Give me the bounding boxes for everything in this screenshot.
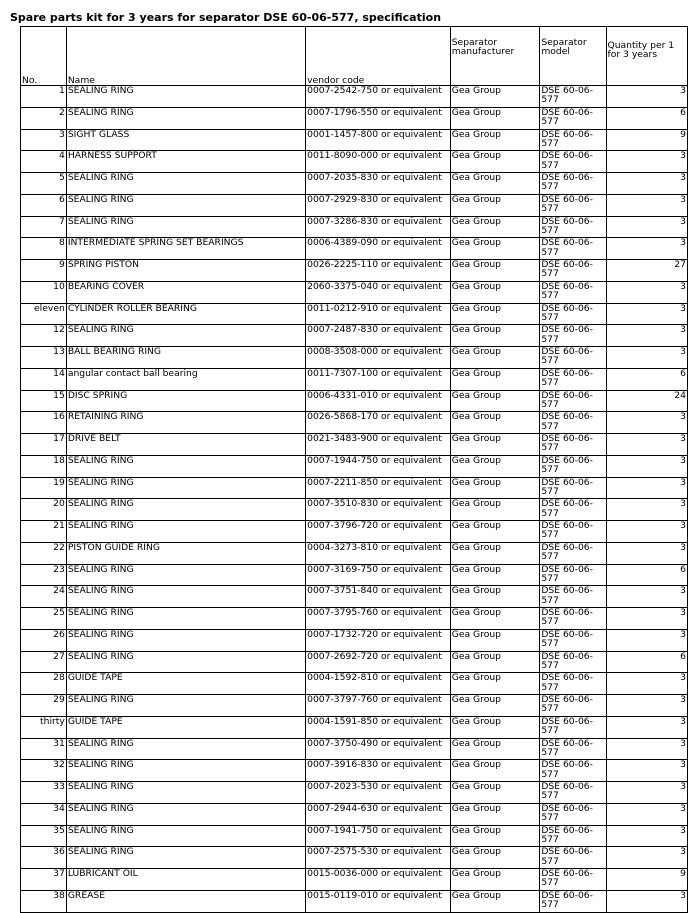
table-row <box>21 260 688 282</box>
cell-no: thirty <box>21 716 67 738</box>
table-row <box>21 325 688 347</box>
cell-no: 8 <box>21 238 67 260</box>
cell-vendor-code: 0026-2225-110 or equivalent <box>306 260 451 282</box>
cell-name: SEALING RING <box>66 107 305 129</box>
cell-name: BALL BEARING RING <box>66 347 305 369</box>
cell-quantity: 3 <box>606 608 688 630</box>
cell-manufacturer: Gea Group <box>450 521 540 543</box>
cell-manufacturer: Gea Group <box>450 651 540 673</box>
cell-manufacturer: Gea Group <box>450 542 540 564</box>
cell-no: 35 <box>21 825 67 847</box>
cell-name: SEALING RING <box>66 651 305 673</box>
cell-model: DSE 60-06-577 <box>540 760 606 782</box>
cell-manufacturer: Gea Group <box>450 629 540 651</box>
cell-model: DSE 60-06-577 <box>540 564 606 586</box>
cell-manufacturer: Gea Group <box>450 825 540 847</box>
cell-vendor-code: 0011-0212-910 or equivalent <box>306 303 451 325</box>
table-row <box>21 825 688 847</box>
cell-manufacturer: Gea Group <box>450 586 540 608</box>
cell-no: 23 <box>21 564 67 586</box>
cell-manufacturer: Gea Group <box>450 847 540 869</box>
cell-vendor-code: 0015-0036-000 or equivalent <box>306 869 451 891</box>
cell-quantity: 3 <box>606 477 688 499</box>
table-body <box>21 86 688 913</box>
cell-name: RETAINING RING <box>66 412 305 434</box>
cell-no: 25 <box>21 608 67 630</box>
cell-no: 13 <box>21 347 67 369</box>
cell-vendor-code: 2060-3375-040 or equivalent <box>306 281 451 303</box>
cell-quantity: 3 <box>606 760 688 782</box>
cell-manufacturer: Gea Group <box>450 303 540 325</box>
cell-model: DSE 60-06-577 <box>540 542 606 564</box>
cell-model: DSE 60-06-577 <box>540 129 606 151</box>
cell-model: DSE 60-06-577 <box>540 825 606 847</box>
cell-name: SEALING RING <box>66 586 305 608</box>
cell-name: SEALING RING <box>66 782 305 804</box>
cell-name: SEALING RING <box>66 325 305 347</box>
cell-no: 37 <box>21 869 67 891</box>
cell-vendor-code: 0007-3796-720 or equivalent <box>306 521 451 543</box>
cell-quantity: 3 <box>606 194 688 216</box>
cell-model: DSE 60-06-577 <box>540 238 606 260</box>
cell-vendor-code: 0007-3510-830 or equivalent <box>306 499 451 521</box>
cell-no: 36 <box>21 847 67 869</box>
cell-manufacturer: Gea Group <box>450 716 540 738</box>
cell-manufacturer: Gea Group <box>450 107 540 129</box>
cell-vendor-code: 0007-3286-830 or equivalent <box>306 216 451 238</box>
cell-manufacturer: Gea Group <box>450 434 540 456</box>
cell-name: SEALING RING <box>66 86 305 108</box>
cell-name: SEALING RING <box>66 803 305 825</box>
table-row <box>21 803 688 825</box>
cell-name: SEALING RING <box>66 825 305 847</box>
cell-quantity: 3 <box>606 499 688 521</box>
table-row <box>21 412 688 434</box>
table-row <box>21 86 688 108</box>
cell-model: DSE 60-06-577 <box>540 434 606 456</box>
cell-quantity: 3 <box>606 782 688 804</box>
table-row <box>21 890 688 912</box>
cell-quantity: 3 <box>606 825 688 847</box>
cell-vendor-code: 0001-1457-800 or equivalent <box>306 129 451 151</box>
cell-quantity: 3 <box>606 281 688 303</box>
table-row <box>21 651 688 673</box>
cell-name: PISTON GUIDE RING <box>66 542 305 564</box>
cell-vendor-code: 0007-2023-530 or equivalent <box>306 782 451 804</box>
cell-vendor-code: 0007-1796-550 or equivalent <box>306 107 451 129</box>
cell-quantity: 27 <box>606 260 688 282</box>
cell-name: SEALING RING <box>66 564 305 586</box>
cell-manufacturer: Gea Group <box>450 129 540 151</box>
table-row <box>21 521 688 543</box>
cell-quantity: 3 <box>606 347 688 369</box>
cell-quantity: 9 <box>606 869 688 891</box>
cell-quantity: 3 <box>606 586 688 608</box>
cell-manufacturer: Gea Group <box>450 890 540 912</box>
cell-vendor-code: 0007-2575-530 or equivalent <box>306 847 451 869</box>
cell-no: 18 <box>21 455 67 477</box>
table-row <box>21 586 688 608</box>
cell-quantity: 6 <box>606 368 688 390</box>
cell-quantity: 3 <box>606 434 688 456</box>
cell-model: DSE 60-06-577 <box>540 673 606 695</box>
cell-manufacturer: Gea Group <box>450 216 540 238</box>
column-header-manufacturer: Separator manufacturer <box>450 27 540 86</box>
table-row <box>21 564 688 586</box>
cell-model: DSE 60-06-577 <box>540 303 606 325</box>
cell-name: SEALING RING <box>66 216 305 238</box>
cell-manufacturer: Gea Group <box>450 803 540 825</box>
cell-vendor-code: 0007-3797-760 or equivalent <box>306 695 451 717</box>
cell-quantity: 3 <box>606 86 688 108</box>
cell-quantity: 3 <box>606 412 688 434</box>
cell-vendor-code: 0007-3751-840 or equivalent <box>306 586 451 608</box>
cell-name: SEALING RING <box>66 738 305 760</box>
table-row <box>21 173 688 195</box>
cell-vendor-code: 0004-3273-810 or equivalent <box>306 542 451 564</box>
cell-model: DSE 60-06-577 <box>540 368 606 390</box>
cell-manufacturer: Gea Group <box>450 608 540 630</box>
cell-manufacturer: Gea Group <box>450 695 540 717</box>
cell-model: DSE 60-06-577 <box>540 586 606 608</box>
cell-name: SEALING RING <box>66 455 305 477</box>
cell-manufacturer: Gea Group <box>450 673 540 695</box>
cell-vendor-code: 0007-3750-490 or equivalent <box>306 738 451 760</box>
cell-no: 16 <box>21 412 67 434</box>
cell-model: DSE 60-06-577 <box>540 608 606 630</box>
table-header-row <box>21 27 688 86</box>
cell-manufacturer: Gea Group <box>450 238 540 260</box>
cell-vendor-code: 0007-2542-750 or equivalent <box>306 86 451 108</box>
cell-manufacturer: Gea Group <box>450 151 540 173</box>
cell-no: 2 <box>21 107 67 129</box>
cell-model: DSE 60-06-577 <box>540 477 606 499</box>
table-row <box>21 716 688 738</box>
cell-no: 12 <box>21 325 67 347</box>
cell-manufacturer: Gea Group <box>450 564 540 586</box>
cell-quantity: 3 <box>606 303 688 325</box>
cell-name: GUIDE TAPE <box>66 716 305 738</box>
cell-manufacturer: Gea Group <box>450 869 540 891</box>
cell-name: SIGHT GLASS <box>66 129 305 151</box>
cell-vendor-code: 0007-2944-630 or equivalent <box>306 803 451 825</box>
table-row <box>21 455 688 477</box>
table-row <box>21 477 688 499</box>
cell-model: DSE 60-06-577 <box>540 86 606 108</box>
table-row <box>21 542 688 564</box>
cell-vendor-code: 0007-1732-720 or equivalent <box>306 629 451 651</box>
cell-vendor-code: 0007-2211-850 or equivalent <box>306 477 451 499</box>
cell-no: 10 <box>21 281 67 303</box>
cell-quantity: 3 <box>606 151 688 173</box>
cell-model: DSE 60-06-577 <box>540 173 606 195</box>
cell-name: SPRING PISTON <box>66 260 305 282</box>
cell-name: CYLINDER ROLLER BEARING <box>66 303 305 325</box>
cell-name: HARNESS SUPPORT <box>66 151 305 173</box>
cell-manufacturer: Gea Group <box>450 455 540 477</box>
cell-model: DSE 60-06-577 <box>540 194 606 216</box>
cell-model: DSE 60-06-577 <box>540 260 606 282</box>
table-row <box>21 194 688 216</box>
cell-model: DSE 60-06-577 <box>540 216 606 238</box>
cell-vendor-code: 0008-3508-000 or equivalent <box>306 347 451 369</box>
table-row <box>21 847 688 869</box>
cell-no: 29 <box>21 695 67 717</box>
cell-quantity: 6 <box>606 564 688 586</box>
cell-quantity: 3 <box>606 716 688 738</box>
cell-vendor-code: 0007-3795-760 or equivalent <box>306 608 451 630</box>
cell-quantity: 6 <box>606 651 688 673</box>
cell-model: DSE 60-06-577 <box>540 499 606 521</box>
spare-parts-table <box>20 26 688 913</box>
cell-vendor-code: 0007-2487-830 or equivalent <box>306 325 451 347</box>
cell-name: SEALING RING <box>66 760 305 782</box>
cell-name: SEALING RING <box>66 695 305 717</box>
table-row <box>21 782 688 804</box>
cell-no: 31 <box>21 738 67 760</box>
cell-manufacturer: Gea Group <box>450 325 540 347</box>
cell-no: 20 <box>21 499 67 521</box>
cell-model: DSE 60-06-577 <box>540 151 606 173</box>
cell-vendor-code: 0004-1592-810 or equivalent <box>306 673 451 695</box>
table-row <box>21 216 688 238</box>
column-header-no: No. <box>21 27 67 86</box>
cell-quantity: 3 <box>606 803 688 825</box>
cell-vendor-code: 0006-4331-010 or equivalent <box>306 390 451 412</box>
cell-model: DSE 60-06-577 <box>540 869 606 891</box>
cell-name: DISC SPRING <box>66 390 305 412</box>
cell-no: 15 <box>21 390 67 412</box>
cell-manufacturer: Gea Group <box>450 782 540 804</box>
cell-no: 4 <box>21 151 67 173</box>
cell-no: 19 <box>21 477 67 499</box>
cell-model: DSE 60-06-577 <box>540 412 606 434</box>
cell-name: angular contact ball bearing <box>66 368 305 390</box>
cell-vendor-code: 0006-4389-090 or equivalent <box>306 238 451 260</box>
cell-model: DSE 60-06-577 <box>540 782 606 804</box>
cell-model: DSE 60-06-577 <box>540 281 606 303</box>
cell-quantity: 3 <box>606 695 688 717</box>
cell-no: 7 <box>21 216 67 238</box>
cell-quantity: 3 <box>606 325 688 347</box>
cell-name: SEALING RING <box>66 629 305 651</box>
cell-vendor-code: 0007-3916-830 or equivalent <box>306 760 451 782</box>
cell-name: BEARING COVER <box>66 281 305 303</box>
cell-no: 27 <box>21 651 67 673</box>
cell-manufacturer: Gea Group <box>450 194 540 216</box>
cell-vendor-code: 0021-3483-900 or equivalent <box>306 434 451 456</box>
cell-name: SEALING RING <box>66 499 305 521</box>
cell-vendor-code: 0007-2692-720 or equivalent <box>306 651 451 673</box>
cell-vendor-code: 0011-7307-100 or equivalent <box>306 368 451 390</box>
cell-name: GUIDE TAPE <box>66 673 305 695</box>
cell-name: SEALING RING <box>66 194 305 216</box>
cell-name: SEALING RING <box>66 608 305 630</box>
cell-model: DSE 60-06-577 <box>540 390 606 412</box>
cell-name: SEALING RING <box>66 477 305 499</box>
table-row <box>21 760 688 782</box>
cell-manufacturer: Gea Group <box>450 390 540 412</box>
cell-manufacturer: Gea Group <box>450 260 540 282</box>
cell-name: LUBRICANT OIL <box>66 869 305 891</box>
cell-quantity: 3 <box>606 521 688 543</box>
table-row <box>21 238 688 260</box>
cell-no: 28 <box>21 673 67 695</box>
cell-no: 34 <box>21 803 67 825</box>
table-row <box>21 281 688 303</box>
cell-quantity: 9 <box>606 129 688 151</box>
table-row <box>21 499 688 521</box>
cell-quantity: 3 <box>606 455 688 477</box>
table-row <box>21 673 688 695</box>
cell-no: eleven <box>21 303 67 325</box>
cell-no: 24 <box>21 586 67 608</box>
table-row <box>21 608 688 630</box>
cell-name: SEALING RING <box>66 173 305 195</box>
cell-quantity: 24 <box>606 390 688 412</box>
cell-no: 17 <box>21 434 67 456</box>
cell-manufacturer: Gea Group <box>450 368 540 390</box>
table-row <box>21 390 688 412</box>
cell-name: SEALING RING <box>66 847 305 869</box>
cell-quantity: 3 <box>606 173 688 195</box>
cell-no: 9 <box>21 260 67 282</box>
table-row <box>21 434 688 456</box>
cell-no: 26 <box>21 629 67 651</box>
cell-no: 3 <box>21 129 67 151</box>
cell-vendor-code: 0007-2929-830 or equivalent <box>306 194 451 216</box>
column-header-vendor-code: vendor code <box>306 27 451 86</box>
cell-vendor-code: 0007-3169-750 or equivalent <box>306 564 451 586</box>
cell-vendor-code: 0007-1944-750 or equivalent <box>306 455 451 477</box>
cell-no: 6 <box>21 194 67 216</box>
column-header-model: Separator model <box>540 27 606 86</box>
cell-manufacturer: Gea Group <box>450 281 540 303</box>
cell-manufacturer: Gea Group <box>450 499 540 521</box>
cell-quantity: 3 <box>606 542 688 564</box>
cell-quantity: 3 <box>606 738 688 760</box>
cell-no: 32 <box>21 760 67 782</box>
cell-name: GREASE <box>66 890 305 912</box>
cell-manufacturer: Gea Group <box>450 760 540 782</box>
cell-model: DSE 60-06-577 <box>540 455 606 477</box>
cell-no: 5 <box>21 173 67 195</box>
cell-model: DSE 60-06-577 <box>540 716 606 738</box>
cell-quantity: 3 <box>606 673 688 695</box>
table-row <box>21 347 688 369</box>
cell-no: 14 <box>21 368 67 390</box>
table-row <box>21 629 688 651</box>
cell-model: DSE 60-06-577 <box>540 738 606 760</box>
cell-model: DSE 60-06-577 <box>540 521 606 543</box>
table-row <box>21 151 688 173</box>
cell-no: 38 <box>21 890 67 912</box>
cell-quantity: 6 <box>606 107 688 129</box>
cell-vendor-code: 0015-0119-010 or equivalent <box>306 890 451 912</box>
cell-model: DSE 60-06-577 <box>540 803 606 825</box>
table-row <box>21 869 688 891</box>
cell-name: DRIVE BELT <box>66 434 305 456</box>
cell-quantity: 3 <box>606 238 688 260</box>
cell-vendor-code: 0004-1591-850 or equivalent <box>306 716 451 738</box>
cell-model: DSE 60-06-577 <box>540 695 606 717</box>
cell-no: 33 <box>21 782 67 804</box>
cell-manufacturer: Gea Group <box>450 477 540 499</box>
table-row <box>21 129 688 151</box>
cell-manufacturer: Gea Group <box>450 738 540 760</box>
cell-model: DSE 60-06-577 <box>540 629 606 651</box>
cell-manufacturer: Gea Group <box>450 86 540 108</box>
column-header-name: Name <box>66 27 305 86</box>
cell-model: DSE 60-06-577 <box>540 107 606 129</box>
cell-manufacturer: Gea Group <box>450 173 540 195</box>
cell-vendor-code: 0007-2035-830 or equivalent <box>306 173 451 195</box>
cell-name: SEALING RING <box>66 521 305 543</box>
cell-name: INTERMEDIATE SPRING SET BEARINGS <box>66 238 305 260</box>
cell-vendor-code: 0007-1941-750 or equivalent <box>306 825 451 847</box>
column-header-quantity: Quantity per 1 for 3 years <box>606 27 688 86</box>
cell-model: DSE 60-06-577 <box>540 325 606 347</box>
table-row <box>21 368 688 390</box>
cell-vendor-code: 0011-8090-000 or equivalent <box>306 151 451 173</box>
table-row <box>21 303 688 325</box>
cell-manufacturer: Gea Group <box>450 347 540 369</box>
cell-quantity: 3 <box>606 847 688 869</box>
document-title: Spare parts kit for 3 years for separator DSE 60-06-577, specification <box>10 11 442 24</box>
table-row <box>21 738 688 760</box>
cell-model: DSE 60-06-577 <box>540 347 606 369</box>
cell-no: 21 <box>21 521 67 543</box>
cell-model: DSE 60-06-577 <box>540 651 606 673</box>
cell-model: DSE 60-06-577 <box>540 847 606 869</box>
table-row <box>21 695 688 717</box>
cell-manufacturer: Gea Group <box>450 412 540 434</box>
cell-no: 1 <box>21 86 67 108</box>
cell-no: 22 <box>21 542 67 564</box>
cell-quantity: 3 <box>606 890 688 912</box>
cell-model: DSE 60-06-577 <box>540 890 606 912</box>
cell-vendor-code: 0026-5868-170 or equivalent <box>306 412 451 434</box>
table-row <box>21 107 688 129</box>
cell-quantity: 3 <box>606 216 688 238</box>
cell-quantity: 3 <box>606 629 688 651</box>
